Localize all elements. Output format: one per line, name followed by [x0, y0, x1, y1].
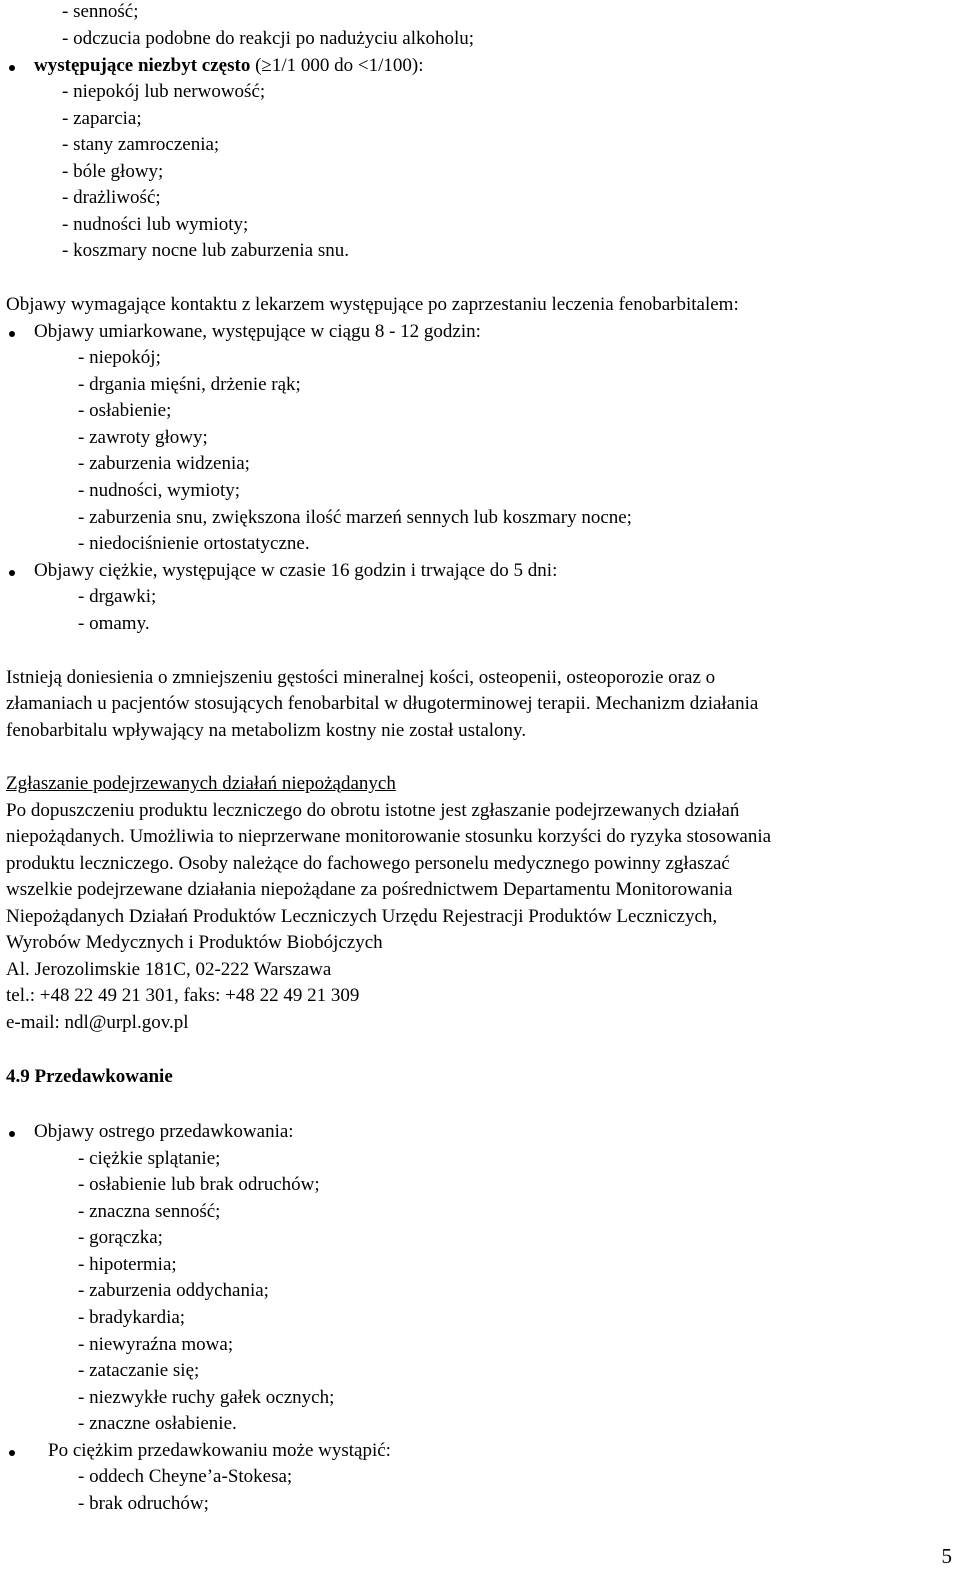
email-line: e-mail: ndl@urpl.gov.pl — [6, 1012, 189, 1033]
list-item: - niewyraźna mowa; — [78, 1334, 234, 1355]
list-item: - niedociśnienie ortostatyczne. — [78, 533, 310, 554]
list-item: - stany zamroczenia; — [62, 134, 220, 155]
list-item: - bradykardia; — [78, 1307, 186, 1328]
paragraph-line: Po dopuszczeniu produktu leczniczego do obrotu istotne jest zgłaszanie podejrzewanych działań — [6, 800, 740, 821]
list-item: - znaczne osłabienie. — [78, 1413, 237, 1434]
list-item: - drażliwość; — [62, 187, 161, 208]
bullet-icon — [9, 331, 15, 337]
severe-heading: Objawy ciężkie, występujące w czasie 16 godzin i trwające do 5 dni: — [34, 560, 558, 581]
list-item: - nudności, wymioty; — [78, 480, 241, 501]
list-item: - bóle głowy; — [62, 161, 164, 182]
list-item: - hipotermia; — [78, 1254, 177, 1275]
withdrawal-intro: Objawy wymagające kontaktu z lekarzem występujące po zaprzestaniu leczenia fenobarbitalem: — [6, 294, 739, 315]
list-item: - oddech Cheyne’a-Stokesa; — [78, 1466, 293, 1487]
paragraph-line: niepożądanych. Umożliwia to nieprzerwane monitorowanie stosunku korzyści do ryzyka stosowania — [6, 826, 772, 847]
paragraph-line: fenobarbitalu wpływający na metabolizm kostny nie został ustalony. — [6, 720, 527, 741]
list-item: - nudności lub wymioty; — [62, 214, 249, 235]
page-number: 5 — [941, 1544, 952, 1568]
list-item: - niepokój; — [78, 347, 161, 368]
list-item: - gorączka; — [78, 1227, 163, 1248]
paragraph-line: wszelkie podejrzewane działania niepożądane za pośrednictwem Departamentu Monitorowania — [6, 879, 733, 900]
bullet-icon — [9, 1450, 15, 1456]
phone-line: tel.: +48 22 49 21 301, faks: +48 22 49 21 309 — [6, 985, 360, 1006]
list-item: - osłabienie lub brak odruchów; — [78, 1174, 320, 1195]
paragraph-line: Istnieją doniesienia o zmniejszeniu gęstości mineralnej kości, osteopenii, osteoporozie oraz o — [6, 667, 716, 688]
list-item: - zawroty głowy; — [78, 427, 208, 448]
list-item: - niepokój lub nerwowość; — [62, 81, 266, 102]
frequency-label: występujące niezbyt często — [34, 55, 251, 76]
paragraph-line: złamaniach u pacjentów stosujących fenobarbital w długoterminowej terapii. Mechanizm działania — [6, 693, 759, 714]
list-item: - osłabienie; — [78, 400, 172, 421]
bullet-icon — [9, 570, 15, 576]
moderate-heading: Objawy umiarkowane, występujące w ciągu 8 - 12 godzin: — [34, 321, 481, 342]
severe-overdose-heading: Po ciężkim przedawkowaniu może wystąpić: — [48, 1440, 391, 1461]
list-item: - zaburzenia oddychania; — [78, 1280, 269, 1301]
section-heading: 4.9 Przedawkowanie — [6, 1066, 173, 1087]
list-item: - zataczanie się; — [78, 1360, 200, 1381]
address-line: Al. Jerozolimskie 181C, 02-222 Warszawa — [6, 959, 332, 980]
bullet-icon — [9, 65, 15, 71]
paragraph-line: produktu leczniczego. Osoby należące do fachowego personelu medycznego powinny zgłaszać — [6, 853, 730, 874]
frequency-range: (≥1/1 000 do <1/100): — [250, 55, 424, 76]
list-item: - zaparcia; — [62, 108, 142, 129]
list-item: - koszmary nocne lub zaburzenia snu. — [62, 240, 350, 261]
bullet-icon — [9, 1131, 15, 1137]
list-item: - ciężkie splątanie; — [78, 1148, 221, 1169]
paragraph-line: Wyrobów Medycznych i Produktów Biobójczych — [6, 932, 383, 953]
list-item: - omamy. — [78, 613, 150, 634]
list-item: - zaburzenia widzenia; — [78, 453, 250, 474]
list-item: - senność; — [62, 1, 139, 22]
acute-heading: Objawy ostrego przedawkowania: — [34, 1121, 294, 1142]
list-item: - zaburzenia snu, zwiększona ilość marzeń sennych lub koszmary nocne; — [78, 507, 632, 528]
frequency-heading — [34, 55, 423, 77]
list-item: - odczucia podobne do reakcji po nadużyciu alkoholu; — [62, 28, 475, 49]
list-item: - drgawki; — [78, 586, 157, 607]
list-item: - niezwykłe ruchy gałek ocznych; — [78, 1387, 335, 1408]
list-item: - drgania mięśni, drżenie rąk; — [78, 374, 301, 395]
list-item: - znaczna senność; — [78, 1201, 221, 1222]
paragraph-line: Niepożądanych Działań Produktów Leczniczych Urzędu Rejestracji Produktów Leczniczych, — [6, 906, 718, 927]
section-title: Zgłaszanie podejrzewanych działań niepożądanych — [6, 773, 396, 794]
list-item: - brak odruchów; — [78, 1493, 209, 1514]
